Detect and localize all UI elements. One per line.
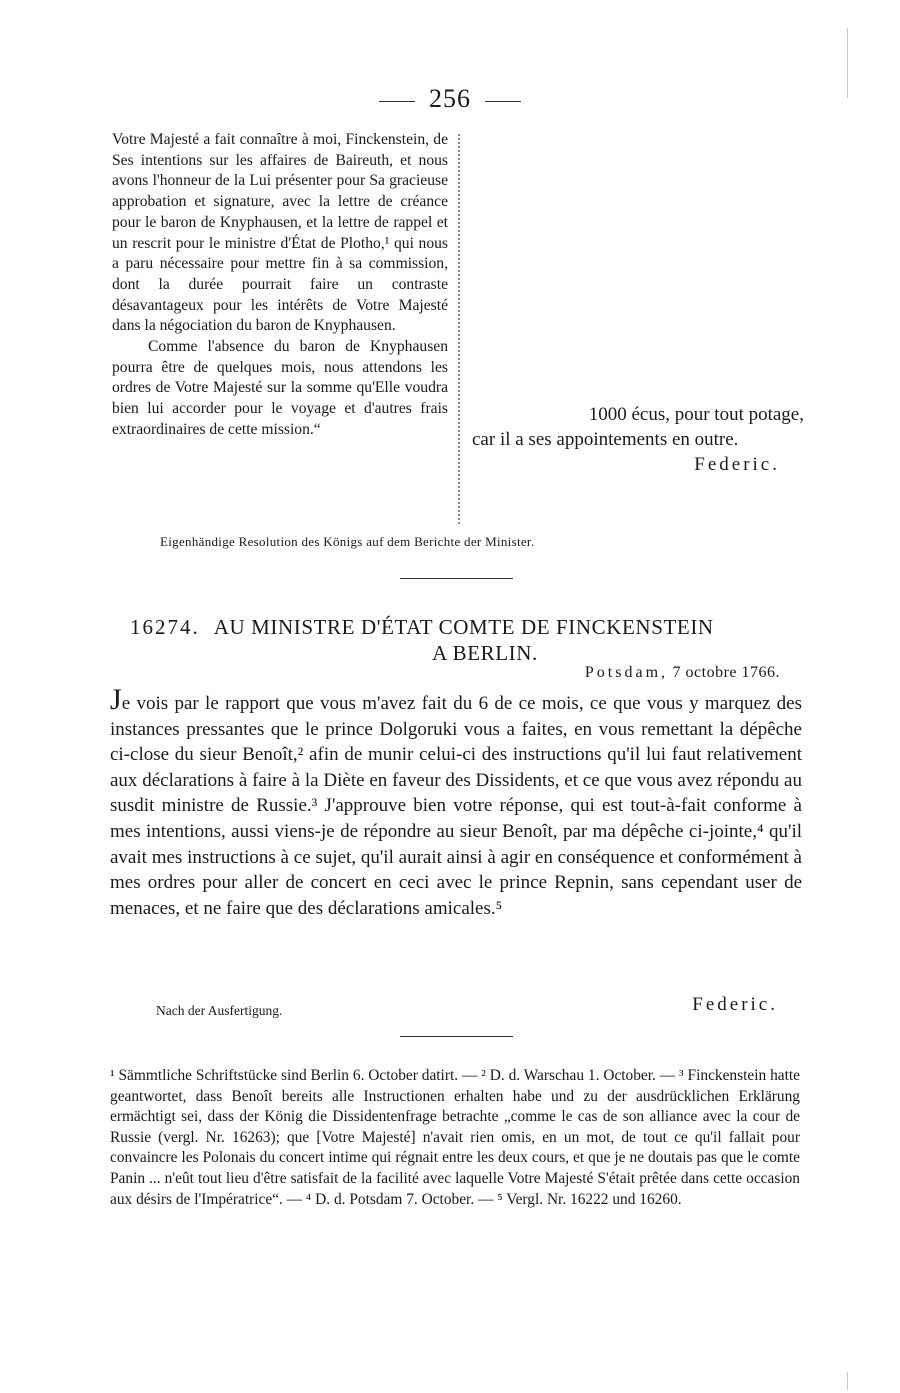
resolution-line-2: car il a ses appointements en outre. — [472, 429, 739, 450]
footnotes: ¹ Sämmtliche Schriftstücke sind Berlin 6. October datirt. — ² D. d. Warschau 1. October. — ³ Finckenstein hatte geantwortet, dass Benoît bereits alle Instructionen erhalten habe und zu der ausdrücklichen Erklärung ermächtigt sei, dass der König die Dissidentenfrage betrachte „comme le cas de son alliance avec la cour de Russie (vergl. Nr. 16263); que [Votre Majesté] n'avait rien omis, en un mot, de tout ce qu'il fallait pour convaincre les Polonais du concert intime qui régnait entre les deux cours, et que je ne doutais pas que le comte Panin ... n'eût tout lieu d'être satisfait de la facilité avec laquelle Votre Majesté S'était prêtée dans cette occasion aux désirs de l'Impératrice“. — ⁴ D. d. Potsdam 7. October. — ⁵ Vergl. Nr. 16222 und 16260. — [110, 1067, 800, 1208]
resolution-note: Eigenhändige Resolution des Königs auf dem Berichte der Minister. — [160, 534, 535, 549]
column-divider — [458, 134, 460, 524]
document-heading — [130, 614, 810, 666]
drop-cap: J — [110, 683, 122, 716]
report-paragraph-2: Comme l'absence du baron de Knyphausen pourra être de quelques mois, nous attendons les ordres de Votre Majesté sur la somme qu'Elle voudra bien lui accorder pour le voyage et d'autres frais extraordinaires de cette mission.“ — [112, 338, 448, 438]
letter-body — [110, 683, 802, 921]
ministers-report — [112, 130, 448, 441]
report-paragraph-1: Votre Majesté a fait connaître à moi, Finckenstein, de Ses intentions sur les affaires de Baireuth, et nous avons l'honneur de la Lui présenter pour Sa gracieuse approbation et signature, avec la lettre de créance pour le baron de Knyphausen, et la lettre de rappel et un rescrit pour le ministre d'État de Plotho,¹ qui nous a paru nécessaire pour mettre fin à sa commission, dont la durée pourrait faire un contraste désavantageux pour les intérêts de Votre Majesté dans la négociation du baron de Knyphausen. — [112, 131, 448, 335]
dateline — [585, 664, 780, 682]
resolution-line-1: 1000 écus, pour tout potage, — [588, 404, 804, 425]
letter-text: e vois par le rapport que vous m'avez fait du 6 de ce mois, ce que vous y marquez des instances pressantes que le prince Dolgoruki vous a faites, en vous remettant la dépêche ci-close du sieur Benoît,² afin de munir celui-ci des instructions qu'il lui faut relativement aux déclarations à faire à la Diète en faveur des Dissidents, et ce que vous avez répondu au susdit ministre de Russie.³ J'approuve bien votre réponse, qui est tout-à-fait conforme à mes intentions, aussi viens-je de répondre au sieur Benoît, par ma dépêche ci-jointe,⁴ qu'il avait mes instructions à ce sujet, qu'il aurait ainsi à agir en conséquence et conformément à mes ordres pour aller de concert en ceci avec le prince Repnin, sans cependant user de menaces, et ne faire que des déclarations amicales.⁵ — [110, 693, 802, 919]
dash-left — [379, 101, 415, 102]
page-number-text: 256 — [429, 84, 471, 113]
heading-line-2: A BERLIN. — [432, 641, 538, 665]
document-number: 16274. — [130, 615, 200, 639]
dateline-place: Potsdam, — [584, 664, 669, 681]
page-number — [0, 84, 900, 114]
section-rule — [400, 578, 513, 579]
heading-line-1: AU MINISTRE D'ÉTAT COMTE DE FINCKENSTEIN — [213, 615, 714, 639]
resolution-signature: Federic. — [694, 454, 780, 475]
dateline-date: 7 octobre 1766. — [672, 664, 780, 681]
footnote-rule — [400, 1036, 513, 1037]
dash-right — [485, 101, 521, 102]
kings-resolution — [472, 402, 804, 477]
page-edge-line — [847, 1372, 848, 1390]
letter-signature: Federic. — [692, 994, 778, 1015]
source-note: Nach der Ausfertigung. — [156, 1003, 283, 1018]
